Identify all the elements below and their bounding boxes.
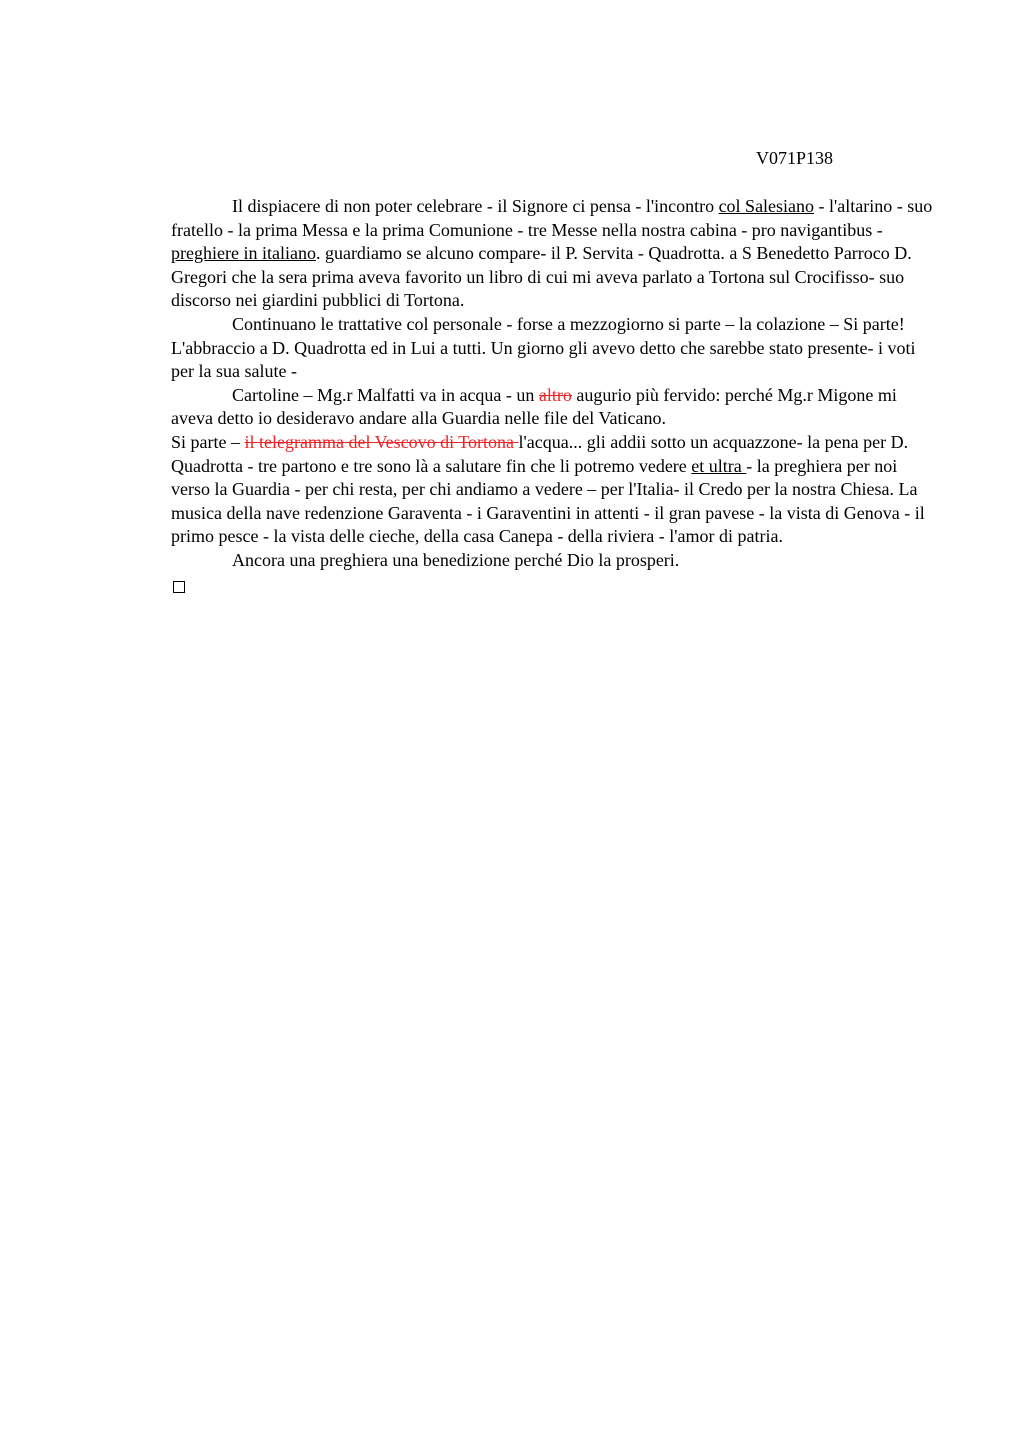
paragraph — [171, 549, 936, 573]
underlined-text: preghiere in italiano — [171, 243, 316, 264]
paragraph — [171, 313, 936, 384]
text-segment: l'acqua... gli addii sotto un acquazzone- la pena per D. Quadrotta - tre partono e tre sono là a salutare fin che li potremo vedere — [171, 431, 909, 476]
deleted-text: altro — [538, 384, 572, 405]
text-segment: Si parte – — [171, 431, 245, 452]
underlined-text: et ultra — [691, 455, 747, 476]
text-segment: Il dispiacere di non poter celebrare - il Signore ci pensa - l'incontro — [232, 196, 719, 216]
text-segment: Cartoline – Mg.r Malfatti va in acqua - un — [232, 384, 539, 405]
deleted-text: il telegramma del Vescovo di Tortona — [244, 431, 519, 452]
page-identifier: V071P138 — [756, 148, 834, 168]
text-segment: Continuano le trattative col personale - forse a mezzogiorno si parte – la colazione – Si parte! L'abbraccio a D. Quadrotta ed in Lui a tutti. Un giorno gli avevo detto che sarebbe stato presente- i voti per la sua salute - — [171, 313, 916, 382]
text-segment: augurio più fervido: perché Mg.r Migone mi aveva detto io desideravo andare alla Guardia nelle file del Vaticano. — [171, 384, 897, 429]
document-body — [171, 195, 936, 599]
text-segment: - l'altarino - suo fratello - la prima Messa e la prima Comunione - tre Messe nella nostra cabina - pro navigantibus - — [171, 196, 933, 240]
underlined-text: col Salesiano — [718, 196, 815, 216]
paragraph — [171, 195, 936, 313]
text-segment: - la preghiera per noi verso la Guardia - per chi resta, per chi andiamo a vedere – per l'Italia- il Credo per la nostra Chiesa. La musica della nave redenzione Garaventa - i Garaventini in attenti - il gran pavese - la vista di Genova - il primo pesce - la vista delle cieche, della casa Canepa - della riviera - l'amor di patria. — [171, 455, 925, 547]
paragraph — [171, 384, 936, 431]
text-segment: Ancora una preghiera una benedizione perché Dio la prosperi. — [232, 549, 680, 570]
text-segment: . guardiamo se alcuno compare- il P. Servita - Quadrotta. a S Benedetto Parroco D. Gregori che la sera prima aveva favorito un libro di cui mi aveva parlato a Tortona sul Crocifisso- suo discorso nei giardini pubblici di Tortona. — [171, 243, 912, 311]
paragraph — [171, 431, 936, 549]
end-mark — [171, 573, 936, 600]
square-outline-icon — [173, 581, 185, 593]
